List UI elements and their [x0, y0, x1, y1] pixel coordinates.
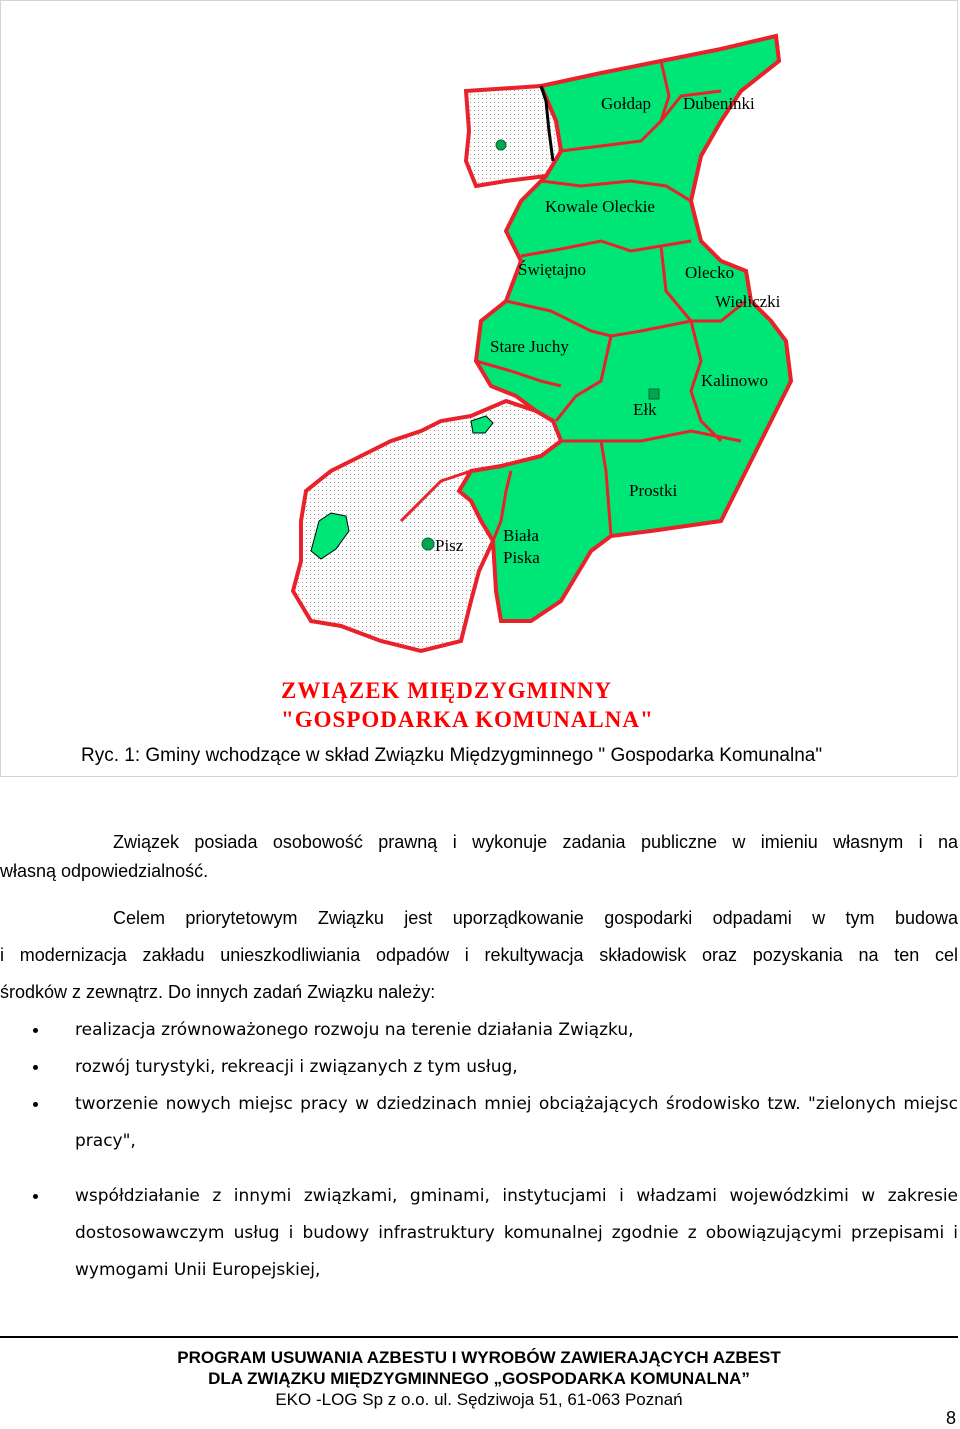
map-label-biala: Biała — [503, 526, 539, 545]
list-item-text: realizacja zrównoważonego rozwoju na terenie działania Związku, — [75, 1020, 634, 1040]
map-label-dubeninki: Dubeninki — [683, 94, 755, 113]
gminy-map — [1, 1, 959, 778]
paragraph-2-line2: i modernizacja zakładu unieszkodliwiania odpadów i rekultywacja składowisk oraz pozyskania na ten cel — [0, 945, 958, 965]
map-label-wieliczki: Wieliczki — [715, 292, 781, 311]
list-item-text: współdziałanie z innymi związkami, gminami, instytucjami i władzami wojewódzkimi w zakresie dostosowawczym usług i budowy infrastruktury komunalnej zgodnie z obowiązującymi przepisami i wymogami Unii Europejskiej, — [75, 1186, 958, 1280]
paragraph-2-line3: środków z zewnątrz. Do innych zadań Związku należy: — [0, 982, 436, 1002]
list-item — [0, 1086, 958, 1160]
map-label-pisz: Pisz — [435, 536, 464, 555]
map-label-piska: Piska — [503, 548, 540, 567]
union-title-line1: ZWIĄZEK MIĘDZYGMINNY — [281, 678, 613, 703]
page-number: 8 — [945, 1408, 956, 1428]
union-title-line2: "GOSPODARKA KOMUNALNA" — [281, 707, 654, 732]
map-label-swietajno: Świętajno — [518, 260, 586, 279]
list-item — [0, 1049, 958, 1086]
list-item — [0, 1178, 958, 1289]
bullet-icon — [33, 1065, 38, 1070]
list-item-text: rozwój turystyki, rekreacji i związanych z tym usług, — [75, 1057, 518, 1077]
pisz-marker — [422, 538, 434, 550]
map-label-goldap: Gołdap — [601, 94, 652, 113]
town-marker — [496, 140, 506, 150]
list-item-text: tworzenie nowych miejsc pracy w dziedzinach mniej obciążających środowisko tzw. "zielonych miejsc pracy", — [75, 1094, 958, 1151]
figure-caption: Ryc. 1: Gminy wchodzące w skład Związku Międzygminnego " Gospodarka Komunalna" — [81, 745, 823, 766]
paragraph-1-line1: Związek posiada osobowość prawną i wykonuje zadania publiczne w imieniu własnym i na — [113, 832, 958, 852]
elk-marker — [649, 389, 659, 399]
map-label-kowale: Kowale Oleckie — [545, 197, 655, 216]
footer-union-name: DLA ZWIĄZKU MIĘDZYGMINNEGO „GOSPODARKA KOMUNALNA” — [208, 1369, 750, 1388]
map-label-stare-juchy: Stare Juchy — [490, 337, 569, 356]
bullet-icon — [33, 1194, 38, 1199]
map-label-kalinowo: Kalinowo — [701, 371, 769, 390]
map-label-prostki: Prostki — [629, 481, 678, 500]
bullet-icon — [33, 1028, 38, 1033]
footer-program-title: PROGRAM USUWANIA AZBESTU I WYROBÓW ZAWIERAJĄCYCH AZBEST — [177, 1348, 781, 1367]
map-label-elk: Ełk — [633, 400, 657, 419]
paragraph-2 — [0, 900, 958, 1011]
paragraph-1 — [0, 824, 958, 890]
footer-divider — [0, 1336, 958, 1338]
tasks-list — [0, 1012, 958, 1289]
bullet-icon — [33, 1102, 38, 1107]
footer-company-address: EKO -LOG Sp z o.o. ul. Sędziwoja 51, 61-063 Poznań — [275, 1390, 683, 1409]
map-label-olecko: Olecko — [685, 263, 735, 282]
paragraph-1-line2: własną odpowiedzialność. — [0, 861, 209, 881]
list-item — [0, 1012, 958, 1049]
paragraph-2-line1: Celem priorytetowym Związku jest uporządkowanie gospodarki odpadami w tym budowa — [113, 908, 958, 928]
